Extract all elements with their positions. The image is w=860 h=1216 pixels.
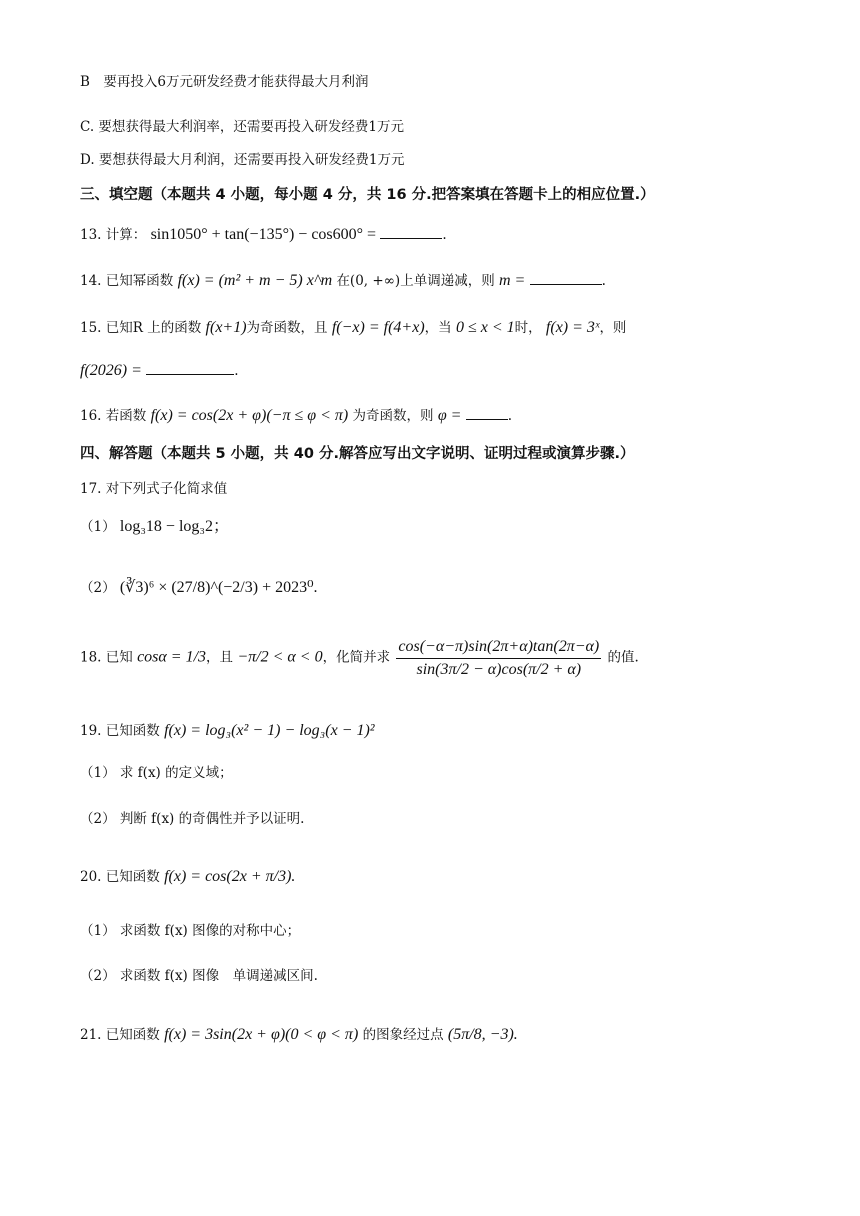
- q18-condition-1: cosα = 1/3: [137, 648, 207, 666]
- q15-answer-blank: [146, 362, 234, 375]
- q14-lead: 已知幂函数: [105, 273, 174, 289]
- q19-lead: 已知函数: [105, 723, 160, 739]
- q17-p2-label: （2）: [80, 580, 116, 596]
- q20-expression: f(x) = cos(2x + π/3).: [164, 868, 296, 885]
- q17-p2-expression: (∛3)⁶ × (27/8)^(−2/3) + 2023⁰.: [119, 579, 318, 596]
- question-16: [80, 407, 512, 424]
- q20-number: 20.: [80, 869, 102, 885]
- q15-text-2: 为奇函数，且: [246, 320, 328, 336]
- q16-end: .: [507, 408, 513, 424]
- q19-p2-label: （2）: [80, 811, 116, 827]
- q19-p2-text: 判断 f(x) 的奇偶性并予以证明.: [119, 811, 305, 827]
- question-20-part-1: [80, 925, 300, 939]
- q20-p1-label: （1）: [80, 923, 116, 939]
- q13-expression: sin1050° + tan(−135°) − cos600° =: [150, 226, 377, 243]
- q16-middle: 为奇函数，则: [352, 408, 434, 424]
- section-3-heading: 三、填空题（本题共 4 小题，每小题 4 分，共 16 分.把答案填在答题卡上的相应位置.）: [80, 187, 655, 203]
- q21-middle: 的图象经过点: [362, 1027, 444, 1043]
- question-15: [80, 320, 626, 336]
- q14-answer-blank: [530, 272, 602, 285]
- question-20: [80, 869, 295, 885]
- q15-expr-2: f(−x) = f(4+x): [331, 319, 425, 336]
- q15-text-1: 已知R 上的函数: [105, 320, 202, 336]
- q17-p1-label: （1）: [80, 519, 116, 535]
- q19-p1-text: 求 f(x) 的定义域；: [119, 765, 233, 781]
- q14-number: 14.: [80, 273, 102, 289]
- option-d: D. 要想获得最大月利润，还需要再投入研发经费1万元: [80, 152, 405, 168]
- question-18: [80, 636, 639, 680]
- q20-p2-text: 求函数 f(x) 图像 单调递减区间.: [119, 968, 318, 984]
- question-19-part-1: [80, 767, 233, 781]
- q15-expr-5: f(2026) =: [80, 362, 142, 379]
- q21-expression: f(x) = 3sin(2x + φ)(0 < φ < π): [164, 1026, 359, 1043]
- question-17-part-1: [80, 519, 229, 535]
- q14-middle: 在(0, +∞)上单调递减，则: [336, 273, 495, 289]
- q20-lead: 已知函数: [105, 869, 160, 885]
- q18-condition-2: −π/2 < α < 0: [237, 648, 323, 666]
- q16-number: 16.: [80, 408, 102, 424]
- q14-end: .: [601, 273, 606, 289]
- q14-expression: f(x) = (m² + m − 5) x^m: [177, 272, 333, 289]
- section-4-heading: 四、解答题（本题共 5 小题，共 40 分.解答应写出文字说明、证明过程或演算步骤.）: [80, 446, 635, 462]
- q16-lead: 若函数: [105, 408, 147, 424]
- q15-text-5: ，则: [599, 320, 627, 336]
- q19-expression: f(x) = log₃(x² − 1) − log₃(x − 1)²: [164, 722, 375, 739]
- option-b: B 要再投入6万元研发经费才能获得最大月利润: [80, 74, 369, 90]
- q18-number: 18.: [80, 649, 102, 666]
- question-14: [80, 272, 606, 289]
- q14-answer-var: m =: [499, 272, 526, 289]
- q18-numerator: cos(−α−π)sin(2π+α)tan(2π−α): [396, 636, 601, 659]
- q16-answer-var: φ =: [437, 407, 462, 424]
- q19-number: 19.: [80, 723, 102, 739]
- q18-end: 的值.: [607, 649, 639, 666]
- question-21: [80, 1027, 518, 1043]
- question-19-part-2: [80, 813, 304, 827]
- q15-number: 15.: [80, 320, 102, 336]
- option-c: C. 要想获得最大利润率，还需要再投入研发经费1万元: [80, 119, 405, 135]
- q19-p1-label: （1）: [80, 765, 116, 781]
- q21-point: (5π/8, −3).: [447, 1026, 518, 1043]
- q13-answer-blank: [380, 226, 442, 239]
- q15-text-3: ，当: [424, 320, 452, 336]
- q13-number: 13.: [80, 227, 102, 243]
- q18-fraction: [396, 636, 601, 680]
- q15-end: .: [234, 363, 239, 379]
- q21-lead: 已知函数: [105, 1027, 160, 1043]
- q15-expr-1: f(x+1): [205, 319, 247, 336]
- q15-text-4: 时，: [514, 320, 542, 336]
- q15-expr-4: f(x) = 3ˣ: [545, 319, 600, 336]
- q18-denominator: sin(3π/2 − α)cos(π/2 + α): [416, 660, 582, 678]
- question-17-part-2: [80, 580, 318, 596]
- q16-answer-blank: [466, 407, 508, 420]
- question-15-line-2: [80, 362, 239, 379]
- q20-p2-label: （2）: [80, 968, 116, 984]
- q21-number: 21.: [80, 1027, 102, 1043]
- question-19: [80, 723, 375, 739]
- q13-end: .: [442, 227, 447, 243]
- question-20-part-2: [80, 970, 318, 984]
- q18-lead: 已知: [105, 649, 133, 666]
- q18-text-1: ，且: [206, 649, 234, 666]
- q16-expression: f(x) = cos(2x + φ)(−π ≤ φ < π): [150, 407, 349, 424]
- question-13: [80, 226, 447, 243]
- q13-lead: 计算：: [105, 227, 147, 243]
- q18-text-2: ，化简并求: [322, 649, 391, 666]
- q15-expr-3: 0 ≤ x < 1: [455, 319, 515, 336]
- q20-p1-text: 求函数 f(x) 图像的对称中心；: [119, 923, 301, 939]
- question-17: 17. 对下列式子化简求值: [80, 481, 228, 497]
- q17-p1-expression: log₃18 − log₃2；: [119, 518, 229, 535]
